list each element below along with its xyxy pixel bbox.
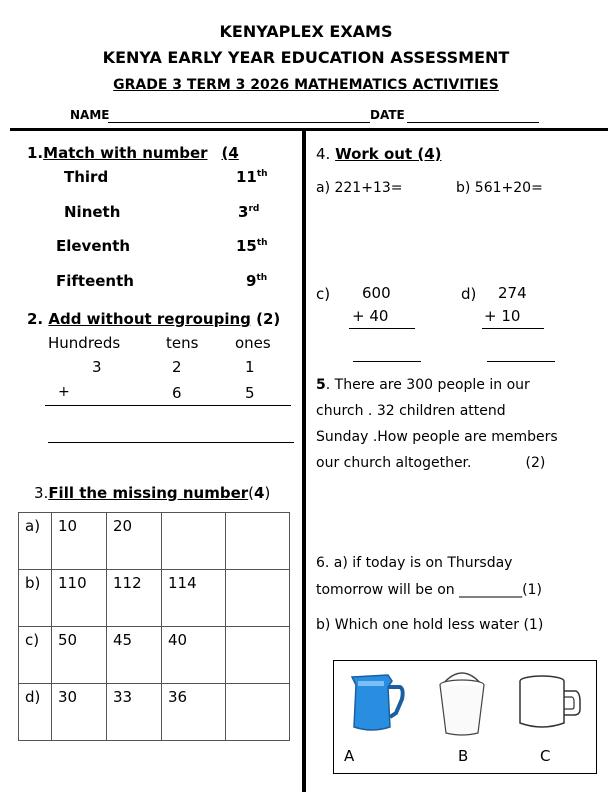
mug-icon[interactable] (514, 671, 584, 735)
q2-header-ones: ones (235, 334, 271, 352)
table-cell: 40 (162, 627, 226, 684)
q1-heading (27, 144, 239, 162)
q2-answer-line[interactable] (48, 442, 294, 443)
date-line[interactable] (407, 122, 539, 123)
header-divider (10, 128, 608, 131)
q1-title: Match with number (43, 144, 208, 162)
header-grade: GRADE 3 TERM 3 2026 MATHEMATICS ACTIVITIES (113, 77, 499, 93)
table-cell: 45 (107, 627, 162, 684)
q2-header-tens: tens (166, 334, 199, 352)
q2-marks: (2) (256, 310, 281, 328)
q1-word-2: Nineth (64, 203, 121, 221)
q1-marks: (4 (221, 144, 239, 162)
table-cell[interactable] (226, 513, 290, 570)
table-cell[interactable] (226, 570, 290, 627)
label-a: A (344, 747, 355, 765)
table-row (19, 684, 290, 741)
q4-c-answer-line[interactable] (353, 361, 421, 362)
q4-d-bottom: + 10 (484, 307, 521, 325)
table-cell: d) (19, 684, 52, 741)
q4-heading: 4. Work out (4) (316, 145, 442, 163)
name-label: NAME (70, 108, 110, 122)
q2-r2-ones: 5 (245, 384, 255, 402)
q1-number: 1. (27, 144, 44, 162)
q2-plus: + (58, 384, 70, 400)
table-cell: 110 (52, 570, 107, 627)
q6-answer-blank: _________(1) (459, 582, 542, 598)
q1-word-1: Third (64, 168, 109, 186)
q2-r1-tens: 2 (172, 358, 182, 376)
q1-number-3: 15th (236, 237, 268, 255)
q4-d-label: d) (461, 285, 477, 303)
table-row (19, 570, 290, 627)
q4-d-answer-line[interactable] (487, 361, 555, 362)
q2-heading: 2. Add without regrouping (2) (27, 310, 281, 328)
q3-table (18, 512, 290, 741)
header-subtitle: KENYA EARLY YEAR EDUCATION ASSESSMENT (102, 48, 510, 67)
jug-icon[interactable] (342, 669, 408, 735)
q4-c-label: c) (316, 285, 331, 303)
table-row (19, 513, 290, 570)
column-divider (302, 128, 306, 792)
q4-c-top: 600 (362, 284, 391, 302)
q1-word-3: Eleventh (56, 237, 131, 255)
table-cell: 50 (52, 627, 107, 684)
q5-text: 5. There are 300 people in our church . 32 children attend Sunday .How people are members our church altogether. (2) (316, 377, 558, 471)
q2-header-hundreds: Hundreds (48, 334, 121, 352)
label-b: B (458, 747, 469, 765)
table-row (19, 627, 290, 684)
q2-title: Add without regrouping (48, 310, 251, 328)
q5-marks: (2) (525, 455, 546, 471)
q1-number-1: 11th (236, 168, 268, 186)
q1-number-2: 3rd (238, 203, 260, 221)
bucket-icon[interactable] (434, 667, 490, 739)
q2-sum-line (45, 405, 291, 406)
table-cell: 36 (162, 684, 226, 741)
table-cell: 20 (107, 513, 162, 570)
table-cell[interactable] (226, 684, 290, 741)
q6-b: b) Which one hold less water (1) (316, 617, 544, 633)
q4-title: Work out (4) (335, 145, 442, 163)
q6-a-line1: 6. a) if today is on Thursday (316, 555, 513, 571)
table-cell: c) (19, 627, 52, 684)
table-cell: b) (19, 570, 52, 627)
q1-word-4: Fifteenth (56, 272, 134, 290)
q4-c-sum-line (349, 328, 415, 329)
table-cell: 33 (107, 684, 162, 741)
table-cell: 112 (107, 570, 162, 627)
q2-r1-ones: 1 (245, 358, 255, 376)
q4-b: b) 561+20= (456, 180, 543, 196)
header-title: KENYAPLEX EXAMS (219, 22, 393, 41)
q4-d-sum-line (482, 328, 544, 329)
name-line[interactable] (108, 122, 370, 123)
q6-a-line2: tomorrow will be on _________(1) (316, 582, 542, 598)
q2-r2-tens: 6 (172, 384, 182, 402)
table-cell: 30 (52, 684, 107, 741)
q3-heading: 3.Fill the missing number(4) (34, 484, 271, 502)
table-cell: 10 (52, 513, 107, 570)
q3-title: Fill the missing number (48, 484, 249, 502)
table-cell[interactable] (226, 627, 290, 684)
table-cell[interactable] (162, 513, 226, 570)
q5-number: 5 (316, 377, 326, 393)
table-cell: a) (19, 513, 52, 570)
q1-number-4: 9th (246, 272, 268, 290)
date-label: DATE (370, 108, 405, 122)
q4-d-top: 274 (498, 284, 527, 302)
label-c: C (540, 747, 551, 765)
table-cell: 114 (162, 570, 226, 627)
q4-a: a) 221+13= (316, 180, 403, 196)
q6-vessel-box (333, 660, 597, 774)
q2-r1-hundreds: 3 (92, 358, 102, 376)
q4-c-bottom: + 40 (352, 307, 389, 325)
